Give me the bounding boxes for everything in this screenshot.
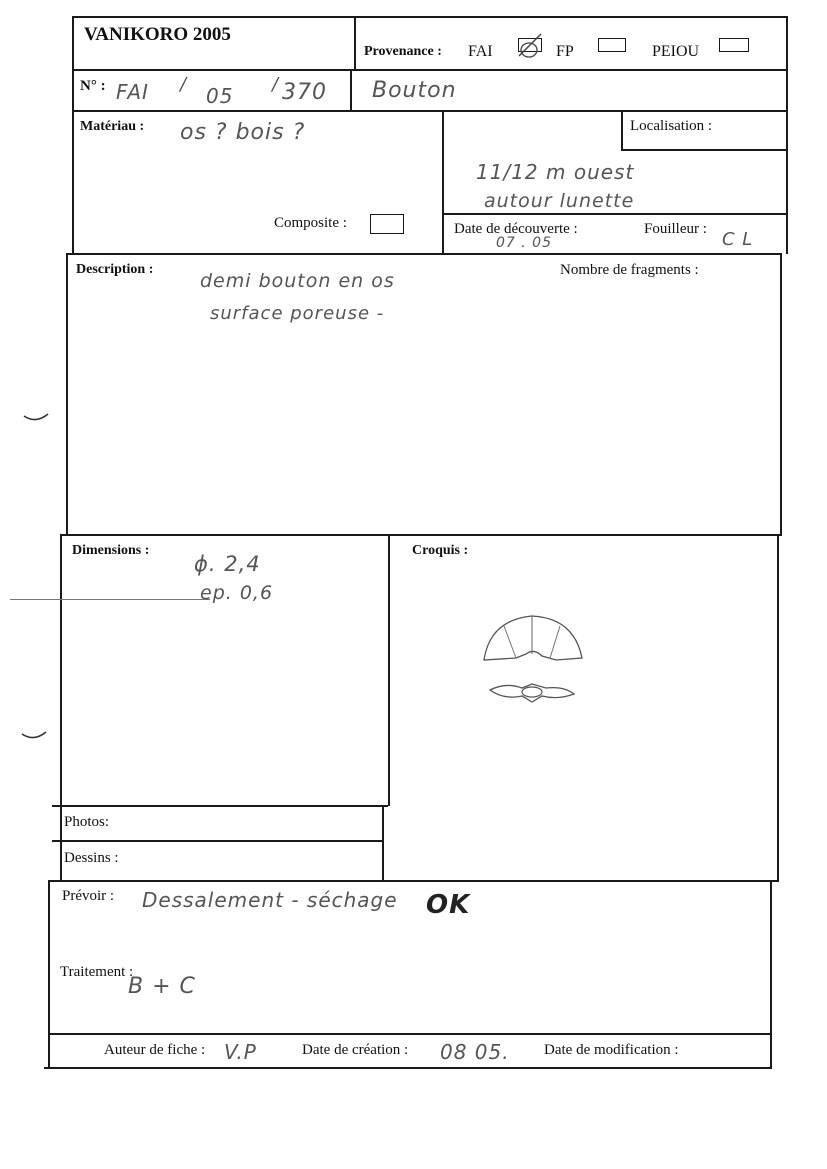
option-fai-label: FAI: [468, 43, 493, 60]
frame-right: [786, 16, 788, 254]
option-fp-label: FP: [556, 43, 574, 60]
plan-right: [770, 880, 772, 1069]
location-value-1: 11/12 m ouest: [476, 160, 635, 184]
dimensions-divider: [388, 534, 390, 806]
project-title: VANIKORO 2005: [84, 24, 231, 45]
location-box-left: [621, 110, 623, 150]
modified-label: Date de modification :: [544, 1042, 679, 1058]
dimensions-label: Dimensions :: [72, 543, 150, 558]
description-line-1: demi bouton en os: [200, 270, 395, 292]
sketch-label: Croquis :: [412, 543, 469, 558]
frame-left: [72, 16, 74, 254]
material-value: os ? bois ?: [180, 120, 306, 145]
description-right: [780, 253, 782, 535]
composite-label: Composite :: [274, 215, 347, 231]
frame-top: [72, 16, 788, 18]
description-line-2: surface poreuse -: [210, 303, 385, 324]
treatment-label: Traitement :: [60, 964, 134, 980]
row1-bottom: [72, 69, 788, 71]
number-divider: [350, 69, 352, 111]
provenance-label: Provenance :: [364, 44, 442, 59]
discovery-date-value: 07 . 05: [496, 235, 552, 251]
plan-ok: OK: [426, 890, 471, 920]
excavator-value: C L: [722, 229, 754, 250]
section-divider: [66, 253, 782, 255]
header-divider: [354, 16, 356, 70]
description-bottom: [60, 534, 782, 536]
lower-right: [777, 534, 779, 882]
created-label: Date de création :: [302, 1042, 409, 1058]
photos-bottom: [52, 840, 384, 842]
lower-left: [60, 534, 62, 882]
discovery-date-label: Date de découverte :: [454, 221, 578, 237]
number-prefix: FAI: [116, 80, 149, 104]
option-fp-checkbox[interactable]: [598, 38, 626, 52]
dimensions-line-2: ep. 0,6: [200, 582, 274, 604]
created-value: 08 05.: [440, 1040, 510, 1064]
footer-bottom: [44, 1067, 772, 1069]
author-label: Auteur de fiche :: [104, 1042, 206, 1058]
treatment-value: B + C: [128, 974, 196, 999]
description-label: Description :: [76, 262, 154, 277]
dimensions-bottom: [52, 805, 388, 807]
lower-bottom: [48, 880, 778, 882]
location-label: Localisation :: [630, 118, 713, 134]
location-box-bottom: [621, 149, 786, 151]
option-peiou-label: PEIOU: [652, 43, 700, 60]
sketch-divider-lower: [382, 805, 384, 881]
plan-value: Dessalement - séchage: [142, 888, 398, 912]
description-left: [66, 253, 68, 535]
number-slash-2: /: [272, 74, 280, 95]
location-value-2: autour lunette: [484, 190, 635, 212]
margin-stray-line: [10, 599, 210, 600]
author-value: V.P: [224, 1040, 257, 1064]
option-peiou-checkbox[interactable]: [719, 38, 749, 52]
number-year: 05: [206, 84, 234, 108]
dimensions-line-1: ϕ. 2,4: [194, 552, 261, 576]
number-slash-1: /: [180, 74, 188, 95]
drawings-label: Dessins :: [64, 850, 119, 866]
object-name: Bouton: [372, 78, 457, 103]
button-sketch-drawing: [476, 608, 596, 718]
number-id: 370: [282, 80, 327, 105]
photos-label: Photos:: [64, 814, 110, 830]
discovery-top: [442, 213, 788, 215]
fragments-label: Nombre de fragments :: [560, 262, 699, 278]
number-label: N° :: [80, 78, 106, 94]
plan-left: [48, 880, 50, 1069]
row2-bottom: [72, 110, 788, 112]
plan-label: Prévoir :: [62, 888, 115, 904]
material-label: Matériau :: [80, 119, 145, 134]
composite-checkbox[interactable]: [370, 214, 404, 234]
binder-hole-mark-top: [22, 404, 52, 426]
material-divider: [442, 110, 444, 254]
excavator-label: Fouilleur :: [644, 221, 707, 237]
footer-top: [48, 1033, 772, 1035]
fai-check-icon: [515, 32, 545, 60]
binder-hole-mark-bottom: [20, 722, 50, 744]
